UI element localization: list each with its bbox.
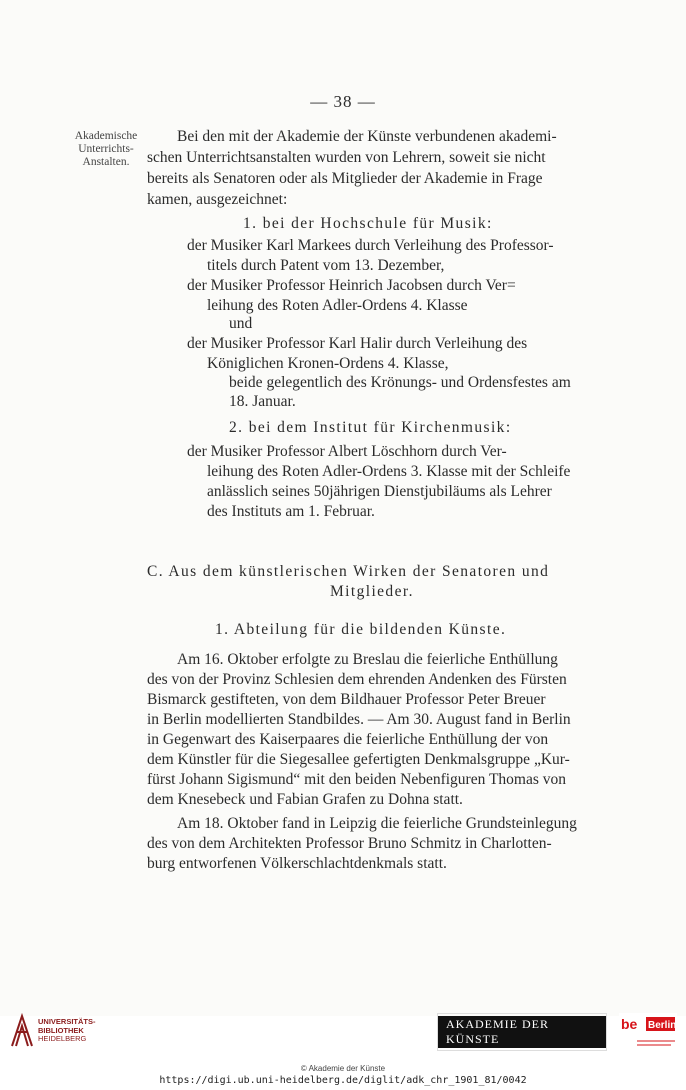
berlin-logo-icon[interactable] [619, 1013, 677, 1051]
paragraph-line: in Berlin modellierten Standbildes. — Am 30. August fand in Berlin [147, 711, 571, 728]
margin-note-line: Unterrichts- [78, 143, 134, 155]
intro-line: kamen, ausgezeichnet: [147, 191, 288, 208]
hochschule-line: und [229, 315, 253, 332]
heading-hochschule: 1. bei der Hochschule für Musik: [243, 215, 493, 232]
section-heading: C. Aus dem künstlerischen Wirken der Senatoren und [147, 563, 550, 580]
margin-note-line: Anstalten. [82, 156, 130, 168]
library-name-line: BIBLIOTHEK [38, 1025, 84, 1035]
hochschule-line: der Musiker Karl Markees durch Verleihung des Professor- [187, 237, 554, 254]
berlin-logo-text: Berlin [648, 1020, 677, 1031]
paragraph-line: fürst Johann Sigismund“ mit den beiden Nebenfiguren Thomas von [147, 771, 567, 788]
subheading-bildende-kuenste: 1. Abteilung für die bildenden Künste. [215, 621, 507, 638]
institut-line: anlässlich seines 50jährigen Dienstjubiläums als Lehrer [207, 483, 552, 500]
paragraph-line: dem Künstler für die Siegesallee gefertigten Denkmalsgruppe „Kur- [147, 751, 570, 768]
institut-line: der Musiker Professor Albert Löschhorn durch Ver- [187, 443, 507, 460]
institut-line: des Instituts am 1. Februar. [207, 503, 375, 520]
library-name-line: HEIDELBERG [38, 1034, 87, 1043]
page-number: — 38 — [310, 92, 376, 111]
paragraph-line: in Gegenwart des Kaiserpaares die feierliche Enthüllung der von [147, 731, 549, 748]
hochschule-line: Königlichen Kronen-Ordens 4. Klasse, [207, 355, 449, 372]
library-name-line: UNIVERSITÄTS- [38, 1017, 96, 1026]
paragraph-line: dem Knesebeck und Fabian Grafen zu Dohna statt. [147, 791, 463, 808]
source-url[interactable]: https://digi.ub.uni-heidelberg.de/diglit/adk_chr_1901_81/0042 [159, 1075, 527, 1086]
hochschule-line: beide gelegentlich des Krönungs- und Ordensfestes am [229, 374, 571, 391]
section-heading: Mitglieder. [330, 583, 414, 600]
hochschule-line: der Musiker Professor Heinrich Jacobsen durch Ver= [187, 277, 516, 294]
heading-institut: 2. bei dem Institut für Kirchenmusik: [229, 419, 512, 436]
paragraph-line: des von der Provinz Schlesien dem ehrenden Andenken des Fürsten [147, 671, 567, 688]
akademie-logo-label: AKADEMIE DER KÜNSTE [437, 1013, 607, 1051]
paragraph-line: Am 16. Oktober erfolgte zu Breslau die feierliche Enthüllung [177, 651, 558, 668]
hochschule-line: leihung des Roten Adler-Ordens 4. Klasse [207, 297, 468, 314]
institut-line: leihung des Roten Adler-Ordens 3. Klasse mit der Schleife [207, 463, 571, 480]
margin-note-line: Akademische [74, 130, 138, 142]
copyright-credit: © Akademie der Künste [300, 1064, 386, 1073]
intro-line: Bei den mit der Akademie der Künste verbundenen akademi- [177, 128, 557, 145]
berlin-logo-be: be [621, 1016, 638, 1032]
akademie-logo[interactable] [437, 1016, 607, 1048]
hochschule-line: der Musiker Professor Karl Halir durch Verleihung des [187, 335, 528, 352]
paragraph-line: des von dem Architekten Professor Bruno Schmitz in Charlotten- [147, 835, 552, 852]
paragraph-line: Am 18. Oktober fand in Leipzig die feierliche Grundsteinlegung [177, 815, 577, 832]
intro-line: bereits als Senatoren oder als Mitglieder der Akademie in Frage [147, 170, 543, 187]
hochschule-line: titels durch Patent vom 13. Dezember, [207, 257, 445, 274]
library-name[interactable] [38, 1018, 96, 1044]
paragraph-line: Bismarck gestifteten, von dem Bildhauer Professor Peter Breuer [147, 691, 546, 708]
hochschule-line: 18. Januar. [229, 393, 296, 410]
paragraph-line: burg entworfenen Völkerschlachtdenkmals statt. [147, 855, 447, 872]
intro-line: schen Unterrichtsanstalten wurden von Lehrern, soweit sie nicht [147, 149, 546, 166]
margin-note [60, 130, 152, 169]
